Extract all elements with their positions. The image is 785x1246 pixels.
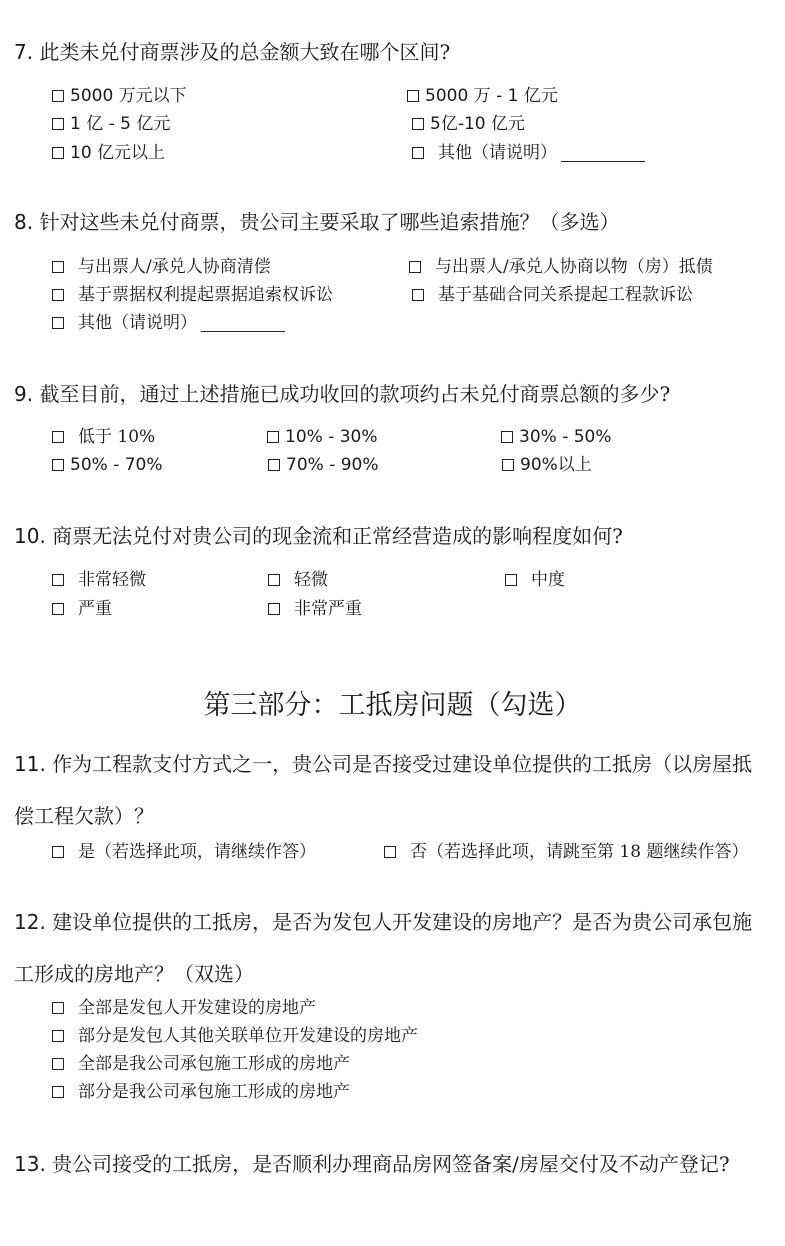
checkbox-icon[interactable] bbox=[52, 1030, 64, 1042]
checkbox-option[interactable] bbox=[52, 1024, 418, 1048]
option-label: 非常严重 bbox=[294, 599, 362, 619]
question-text: 商票无法兑付对贵公司的现金流和正常经营造成的影响程度如何? bbox=[52, 524, 623, 548]
option-label: 严重 bbox=[78, 599, 112, 619]
option-label: 其他（请说明） bbox=[78, 313, 197, 333]
option-label: 其他（请说明） bbox=[438, 143, 557, 163]
option-label: 部分是发包人其他关联单位开发建设的房地产 bbox=[78, 1026, 418, 1046]
checkbox-icon[interactable] bbox=[52, 603, 64, 615]
checkbox-option[interactable] bbox=[52, 1052, 350, 1076]
question-13 bbox=[14, 1138, 772, 1190]
option-label: 否（若选择此项，请跳至第 18 题继续作答） bbox=[410, 842, 749, 862]
option-label: 轻微 bbox=[294, 570, 328, 590]
checkbox-option[interactable] bbox=[384, 840, 748, 864]
checkbox-option[interactable] bbox=[268, 568, 328, 592]
option-label: 基于票据权利提起票据追索权诉讼 bbox=[78, 285, 333, 305]
checkbox-icon[interactable] bbox=[52, 1058, 64, 1070]
checkbox-option[interactable] bbox=[267, 425, 378, 449]
question-number: 7. bbox=[14, 40, 34, 64]
option-label: 50% - 70% bbox=[70, 455, 163, 475]
checkbox-option[interactable] bbox=[412, 283, 693, 307]
question-text: 建设单位提供的工抵房，是否为发包人开发建设的房地产？是否为贵公司承包施工形成的房地产？（双选） bbox=[14, 910, 753, 986]
checkbox-icon[interactable] bbox=[52, 1086, 64, 1098]
question-text: 截至目前，通过上述措施已成功收回的款项约占未兑付商票总额的多少? bbox=[39, 382, 671, 406]
checkbox-option[interactable] bbox=[407, 84, 558, 108]
option-label: 10% - 30% bbox=[285, 427, 378, 447]
checkbox-option[interactable] bbox=[52, 112, 170, 136]
checkbox-icon[interactable] bbox=[52, 431, 64, 443]
checkbox-icon[interactable] bbox=[505, 574, 517, 586]
checkbox-icon[interactable] bbox=[52, 118, 64, 130]
checkbox-option[interactable] bbox=[412, 112, 525, 136]
option-label: 中度 bbox=[531, 570, 565, 590]
option-label: 是（若选择此项，请继续作答） bbox=[78, 842, 316, 862]
checkbox-option[interactable] bbox=[409, 255, 713, 279]
checkbox-icon[interactable] bbox=[52, 574, 64, 586]
question-text: 此类未兑付商票涉及的总金额大致在哪个区间? bbox=[39, 40, 451, 64]
checkbox-option[interactable] bbox=[52, 425, 155, 449]
checkbox-icon[interactable] bbox=[268, 459, 280, 471]
question-text: 作为工程款支付方式之一，贵公司是否接受过建设单位提供的工抵房（以房屋抵偿工程欠款）？ bbox=[14, 752, 753, 828]
checkbox-icon[interactable] bbox=[268, 574, 280, 586]
section-title: 第三部分：工抵房问题（勾选） bbox=[203, 690, 582, 721]
checkbox-icon[interactable] bbox=[52, 459, 64, 471]
checkbox-icon[interactable] bbox=[384, 846, 396, 858]
option-label: 70% - 90% bbox=[286, 455, 379, 475]
question-number: 10. bbox=[14, 524, 46, 548]
checkbox-option[interactable] bbox=[52, 283, 333, 307]
checkbox-icon[interactable] bbox=[412, 147, 424, 159]
checkbox-icon[interactable] bbox=[409, 261, 421, 273]
option-label: 与出票人/承兑人协商以物（房）抵债 bbox=[435, 257, 713, 277]
question-7 bbox=[14, 38, 450, 66]
checkbox-icon[interactable] bbox=[407, 90, 419, 102]
question-12 bbox=[14, 896, 772, 1000]
option-label: 部分是我公司承包施工形成的房地产 bbox=[78, 1082, 350, 1102]
checkbox-option[interactable] bbox=[52, 568, 146, 592]
checkbox-icon[interactable] bbox=[52, 1002, 64, 1014]
checkbox-option[interactable] bbox=[52, 453, 163, 477]
checkbox-icon[interactable] bbox=[52, 846, 64, 858]
checkbox-option[interactable] bbox=[412, 141, 645, 165]
option-label: 5亿-10 亿元 bbox=[430, 114, 525, 134]
question-number: 13. bbox=[14, 1152, 46, 1176]
checkbox-option[interactable] bbox=[52, 996, 316, 1020]
question-number: 12. bbox=[14, 910, 46, 934]
question-8 bbox=[14, 208, 619, 236]
option-label: 5000 万 - 1 亿元 bbox=[425, 86, 558, 106]
checkbox-icon[interactable] bbox=[502, 459, 514, 471]
checkbox-icon[interactable] bbox=[52, 317, 64, 329]
checkbox-option[interactable] bbox=[52, 840, 316, 864]
option-label: 非常轻微 bbox=[78, 570, 146, 590]
option-label: 1 亿 - 5 亿元 bbox=[70, 114, 171, 134]
option-label: 5000 万元以下 bbox=[70, 86, 187, 106]
checkbox-icon[interactable] bbox=[268, 603, 280, 615]
option-label: 与出票人/承兑人协商清偿 bbox=[78, 257, 271, 277]
fill-in-blank[interactable] bbox=[201, 315, 285, 332]
option-label: 基于基础合同关系提起工程款诉讼 bbox=[438, 285, 693, 305]
checkbox-option[interactable] bbox=[268, 453, 379, 477]
checkbox-option[interactable] bbox=[505, 568, 565, 592]
question-text: 贵公司接受的工抵房，是否顺利办理商品房网签备案/房屋交付及不动产登记? bbox=[52, 1152, 730, 1176]
checkbox-option[interactable] bbox=[501, 425, 612, 449]
checkbox-icon[interactable] bbox=[52, 147, 64, 159]
question-text: 针对这些未兑付商票，贵公司主要采取了哪些追索措施？（多选） bbox=[39, 210, 620, 234]
checkbox-option[interactable] bbox=[52, 1080, 350, 1104]
checkbox-icon[interactable] bbox=[412, 118, 424, 130]
option-label: 30% - 50% bbox=[519, 427, 612, 447]
question-number: 11. bbox=[14, 752, 46, 776]
question-10 bbox=[14, 522, 623, 550]
checkbox-option[interactable] bbox=[52, 311, 285, 335]
option-label: 全部是我公司承包施工形成的房地产 bbox=[78, 1054, 350, 1074]
checkbox-option[interactable] bbox=[268, 597, 362, 621]
fill-in-blank[interactable] bbox=[561, 145, 645, 162]
question-number: 9. bbox=[14, 382, 34, 406]
checkbox-option[interactable] bbox=[52, 597, 112, 621]
question-number: 8. bbox=[14, 210, 34, 234]
option-label: 90%以上 bbox=[520, 455, 592, 475]
checkbox-option[interactable] bbox=[52, 255, 271, 279]
checkbox-option[interactable] bbox=[502, 453, 592, 477]
checkbox-icon[interactable] bbox=[267, 431, 279, 443]
question-9 bbox=[14, 380, 670, 408]
option-label: 全部是发包人开发建设的房地产 bbox=[78, 998, 316, 1018]
question-11 bbox=[14, 738, 772, 842]
checkbox-icon[interactable] bbox=[52, 90, 64, 102]
checkbox-icon[interactable] bbox=[412, 289, 424, 301]
checkbox-icon[interactable] bbox=[52, 289, 64, 301]
option-label: 10 亿元以上 bbox=[70, 143, 166, 163]
checkbox-icon[interactable] bbox=[501, 431, 513, 443]
checkbox-option[interactable] bbox=[52, 141, 165, 165]
option-label: 低于 10% bbox=[78, 427, 156, 447]
checkbox-option[interactable] bbox=[52, 84, 187, 108]
checkbox-icon[interactable] bbox=[52, 261, 64, 273]
